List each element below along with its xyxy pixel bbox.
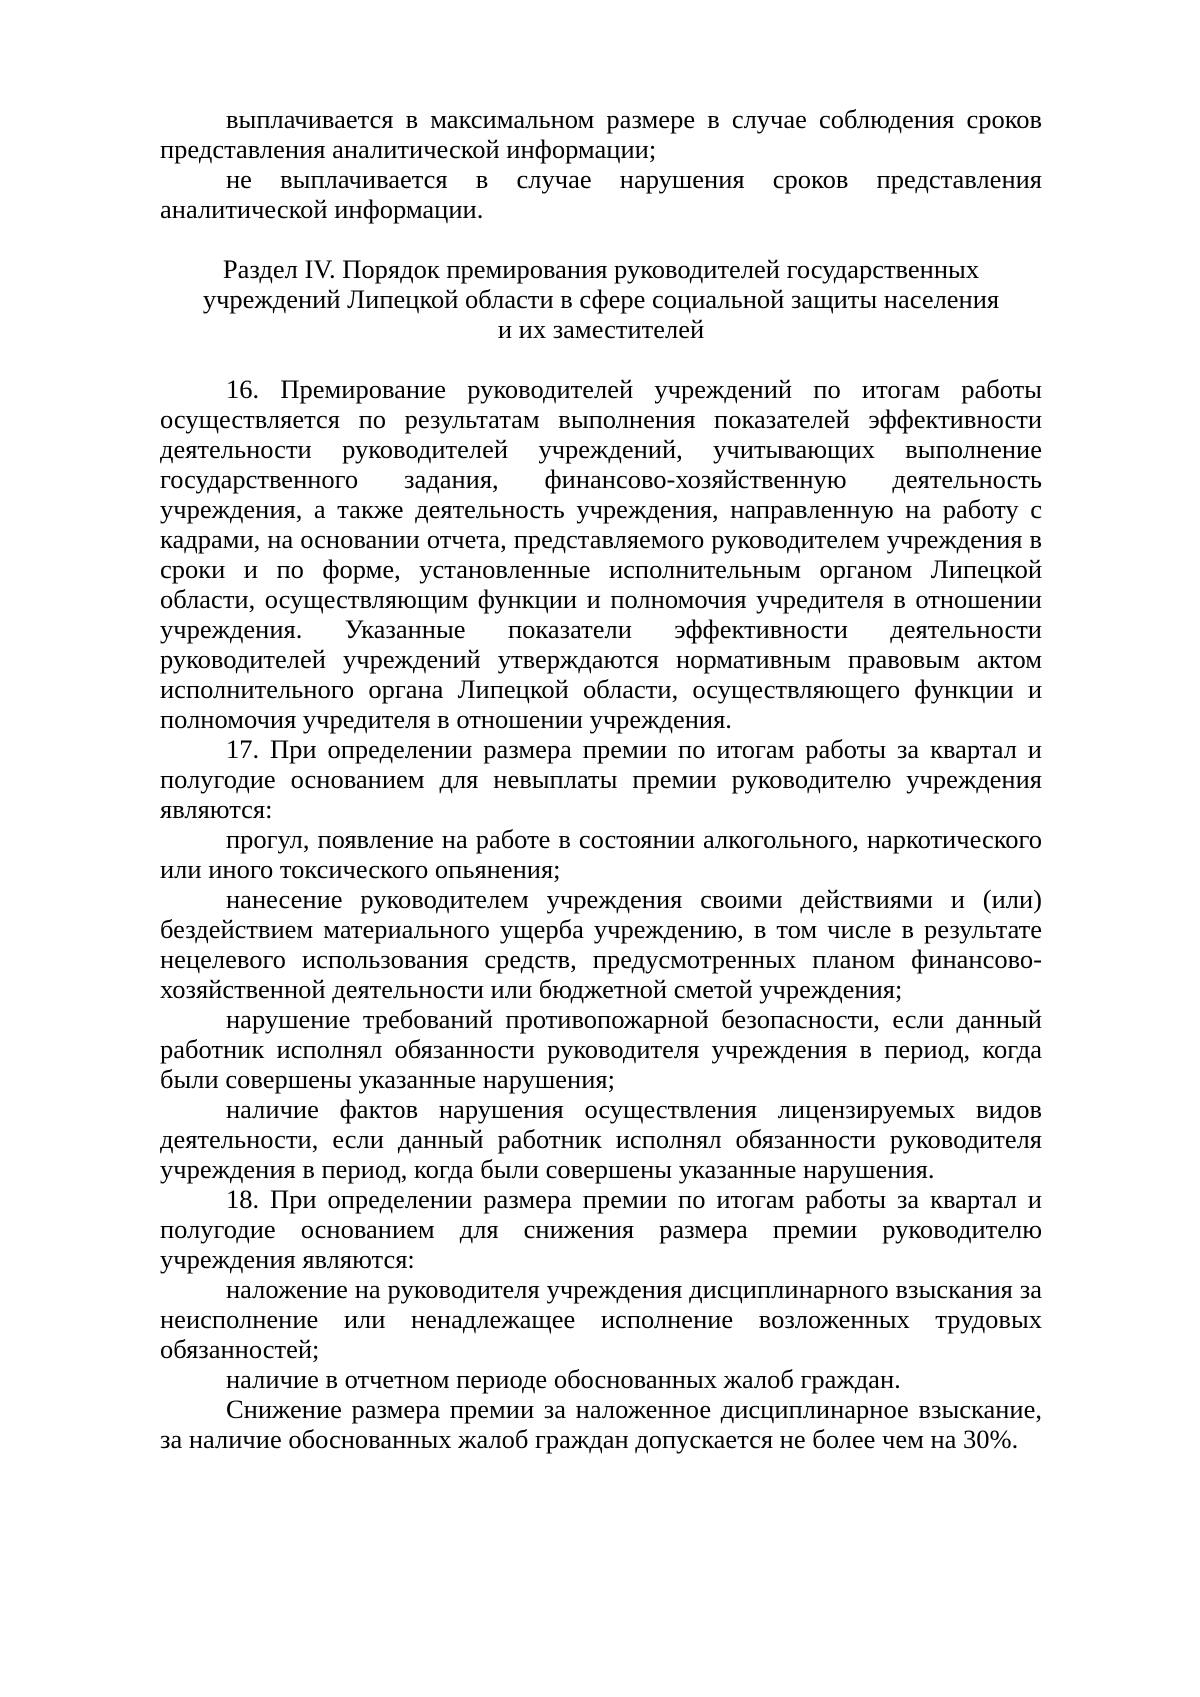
paragraph-17: 17. При определении размера премии по итогам работы за квартал и полугодие основанием для невыплаты премии руководителю учреждения являются: xyxy=(160,734,1042,824)
section-heading-line: Раздел IV. Порядок премирования руководителей государственных xyxy=(222,254,980,284)
list-item: нанесение руководителем учреждения своими действиями и (или) бездействием материального ущерба учреждению, в том числе в результате нецелевого использования средств, предусмотренных планом финансово-хозяйственной деятельности или бюджетной сметой учреждения; xyxy=(160,884,1042,1004)
document-body xyxy=(160,104,1042,1454)
list-item: наличие фактов нарушения осуществления лицензируемых видов деятельности, если данный работник исполнял обязанности руководителя учреждения в период, когда были совершены указанные нарушения. xyxy=(160,1094,1042,1184)
section-heading-line: учреждений Липецкой области в сфере социальной защиты населения xyxy=(202,284,1000,314)
paragraph-max-payment: выплачивается в максимальном размере в случае соблюдения сроков представления аналитической информации; xyxy=(160,104,1042,164)
paragraph-no-payment: не выплачивается в случае нарушения сроков представления аналитической информации. xyxy=(160,164,1042,224)
paragraph-reduction-limit: Снижение размера премии за наложенное дисциплинарное взыскание, за наличие обоснованных жалоб граждан допускается не более чем на 30%. xyxy=(160,1394,1042,1454)
list-item: наложение на руководителя учреждения дисциплинарного взыскания за неисполнение или ненадлежащее исполнение возложенных трудовых обязанностей; xyxy=(160,1274,1042,1364)
paragraph-18: 18. При определении размера премии по итогам работы за квартал и полугодие основанием для снижения размера премии руководителю учреждения являются: xyxy=(160,1184,1042,1274)
paragraph-16: 16. Премирование руководителей учреждений по итогам работы осуществляется по результатам выполнения показателей эффективности деятельности руководителей учреждений, учитывающих выполнение государственного задания, финансово-хозяйственную деятельность учреждения, а также деятельность учреждения, направленную на работу с кадрами, на основании отчета, представляемого руководителем учреждения в сроки и по форме, установленные исполнительным органом Липецкой области, осуществляющим функции и полномочия учредителя в отношении учреждения. Указанные показатели эффективности деятельности руководителей учреждений утверждаются нормативным правовым актом исполнительного органа Липецкой области, осуществляющего функции и полномочия учредителя в отношении учреждения. xyxy=(160,374,1042,734)
list-item: наличие в отчетном периоде обоснованных жалоб граждан. xyxy=(226,1364,901,1394)
section-heading xyxy=(160,254,1042,344)
list-item: нарушение требований противопожарной безопасности, если данный работник исполнял обязанности руководителя учреждения в период, когда были совершены указанные нарушения; xyxy=(160,1004,1042,1094)
list-item: прогул, появление на работе в состоянии алкогольного, наркотического или иного токсического опьянения; xyxy=(160,824,1042,884)
section-heading-line: и их заместителей xyxy=(497,314,705,344)
